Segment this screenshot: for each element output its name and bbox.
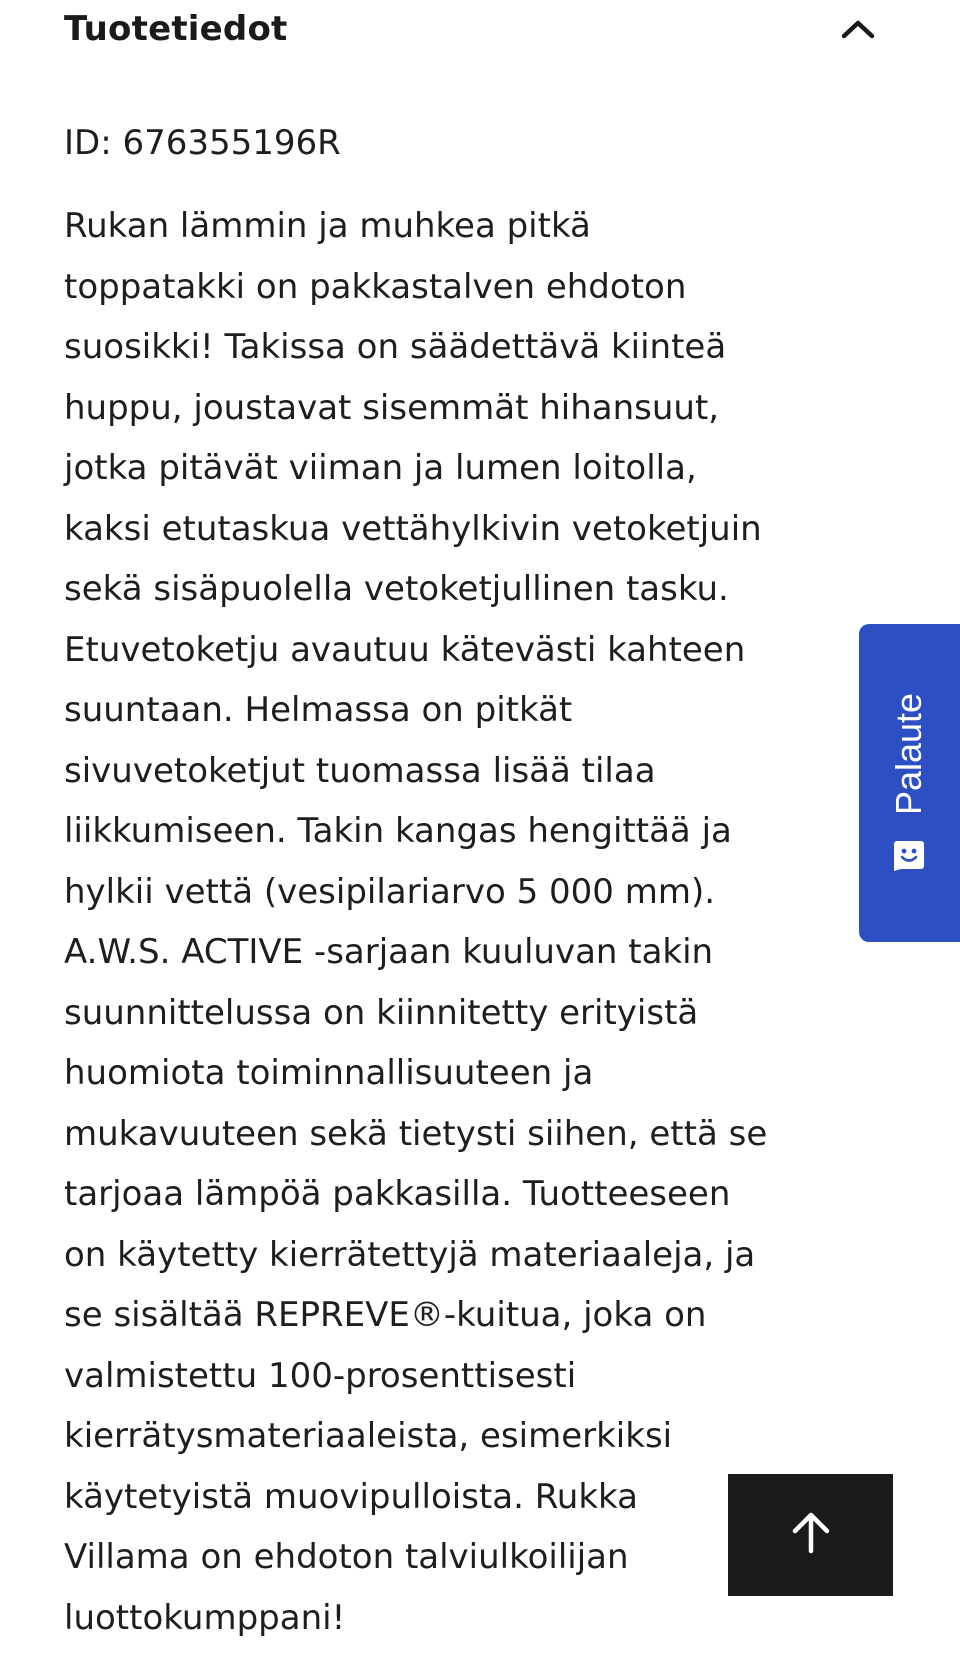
description-line: se sisältää REPREVE®-kuitua, joka on [64,1295,707,1335]
smiley-chat-icon [892,837,928,873]
description-line: huppu, joustavat sisemmät hihansuut, [64,387,720,428]
description-line: suosikki! Takissa on säädettävä kiinteä [64,327,727,367]
arrow-up-icon [787,1509,835,1561]
chevron-up-icon[interactable] [836,7,880,51]
description-line: on käytetty kierrätettyjä materiaaleja, ja [64,1234,756,1275]
scroll-to-top-button[interactable] [728,1474,893,1596]
description-line: tarjoaa lämpöä pakkasilla. Tuotteeseen [64,1174,731,1214]
feedback-button[interactable] [859,624,960,942]
description-line: A.W.S. ACTIVE -sarjaan kuuluvan takin [64,932,714,972]
product-description [64,196,894,1648]
description-line: toppatakki on pakkastalven ehdoton [64,266,687,307]
feedback-label: Palaute [888,692,930,816]
description-line: Rukan lämmin ja muhkea pitkä [64,206,591,246]
product-id: ID: 676355196R [64,123,341,163]
description-line: käytetyistä muovipulloista. Rukka [64,1476,638,1517]
description-line: Etuvetoketju avautuu kätevästi kahteen [64,629,746,670]
description-line: mukavuuteen sekä tietysti siihen, että se [64,1113,768,1154]
description-line: sekä sisäpuolella vetoketjullinen tasku. [64,569,729,609]
description-line: kaksi etutaskua vettähylkivin vetoketjuin [64,508,762,549]
description-line: liikkumiseen. Takin kangas hengittää ja [64,811,732,851]
description-line: sivuvetoketjut tuomassa lisää tilaa [64,750,656,791]
description-line: jotka pitävät viiman ja lumen loitolla, [64,448,697,488]
product-info-header[interactable] [64,0,880,58]
description-line: Villama on ehdoton talviulkoilijan [64,1537,629,1577]
description-line: huomiota toiminnallisuuteen ja [64,1053,594,1093]
description-line: hylkii vettä (vesipilariarvo 5 000 mm). [64,871,716,912]
description-line: luottokumppani! [64,1597,346,1638]
section-title: Tuotetiedot [64,9,288,49]
description-line: valmistettu 100-prosenttisesti [64,1355,577,1396]
description-line: suuntaan. Helmassa on pitkät [64,690,573,730]
description-line: kierrätysmateriaaleista, esimerkiksi [64,1416,673,1456]
description-line: suunnittelussa on kiinnitetty erityistä [64,992,699,1033]
